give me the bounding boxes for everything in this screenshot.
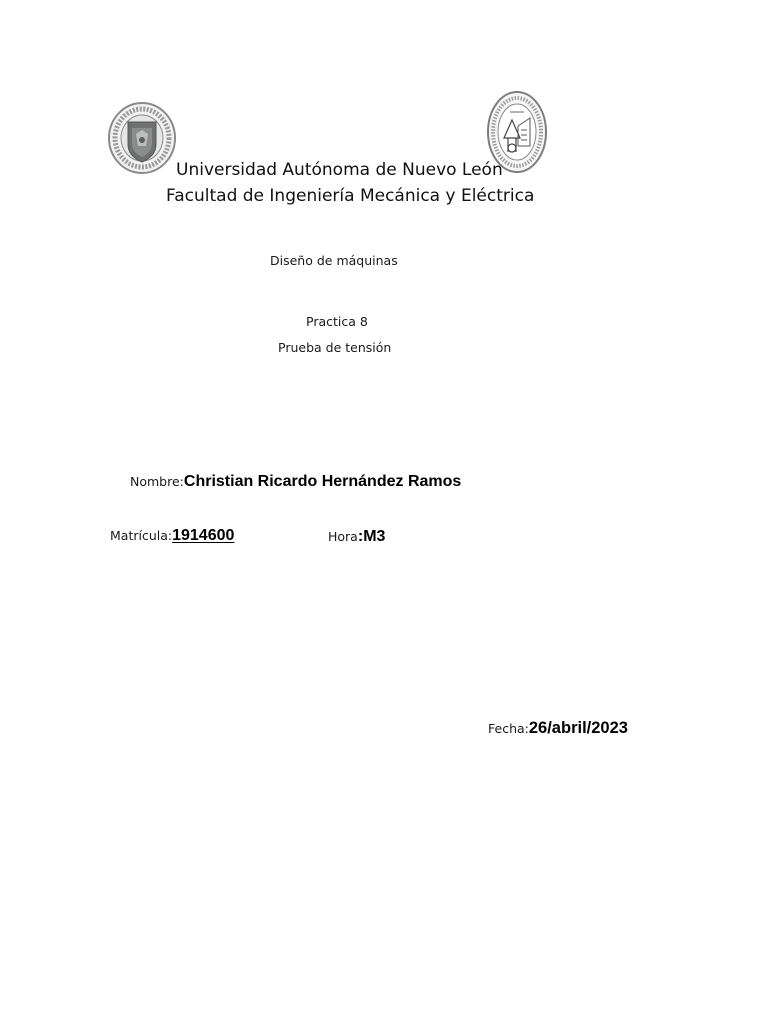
id-label: Matrícula: xyxy=(110,528,173,543)
name-value: Christian Ricardo Hernández Ramos xyxy=(183,473,462,490)
practice-title: Prueba de tensión xyxy=(278,340,392,355)
hour-colon: : xyxy=(357,528,364,545)
hour-label: Hora xyxy=(328,529,358,544)
faculty-name: Facultad de Ingeniería Mecánica y Eléctrica xyxy=(166,186,535,206)
date-field xyxy=(488,719,628,738)
hour-field xyxy=(328,528,385,546)
hour-value: M3 xyxy=(363,528,386,545)
name-field xyxy=(130,473,461,491)
university-name: Universidad Autónoma de Nuevo León xyxy=(176,160,503,180)
name-label: Nombre: xyxy=(130,474,184,489)
uanl-seal-logo xyxy=(106,100,178,176)
practice-number: Practica 8 xyxy=(306,314,368,329)
id-value: 1914600 xyxy=(172,527,235,544)
date-value: 26/abril/2023 xyxy=(528,719,628,737)
subject-name: Diseño de máquinas xyxy=(270,253,398,268)
date-label: Fecha: xyxy=(488,721,529,736)
id-field xyxy=(110,527,234,545)
